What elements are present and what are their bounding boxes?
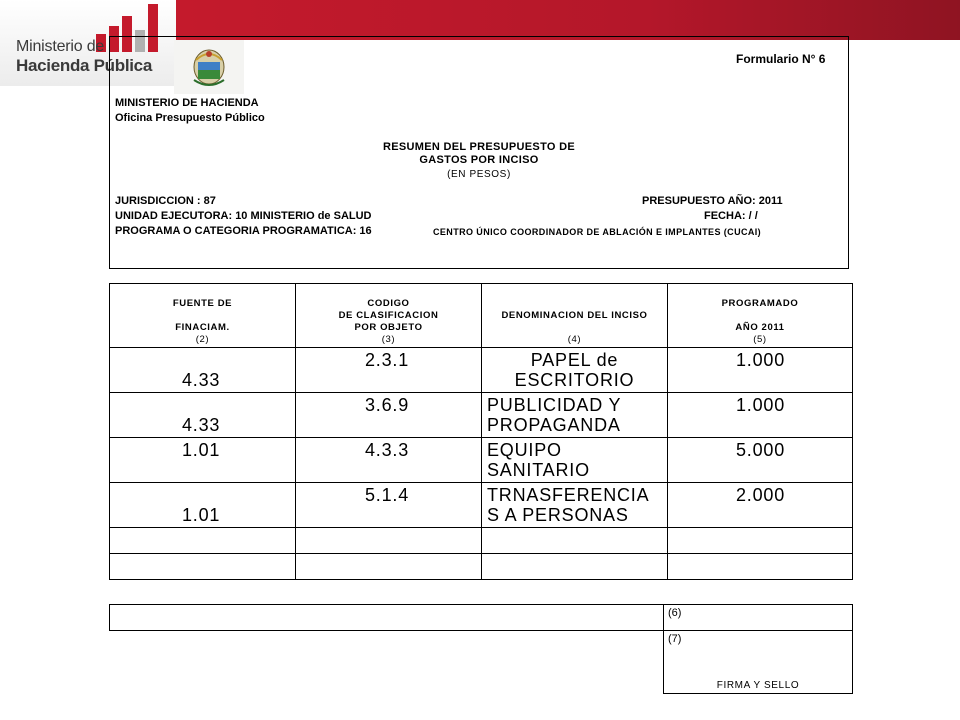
row-4-fuente-value: 1.01	[182, 505, 221, 525]
row-4-programado-value: 2.000	[736, 485, 786, 505]
table-row-3-fuente	[109, 437, 296, 483]
header-codigo-line1: CODIGO	[367, 298, 410, 309]
header-denominacion-line1: DENOMINACION DEL INCISO	[501, 310, 648, 321]
form-title-line3: (EN PESOS)	[447, 169, 511, 180]
header-codigo-line2: DE CLASIFICACION	[338, 310, 439, 321]
programa-label: PROGRAMA O CATEGORIA PROGRAMATICA: 16	[115, 225, 372, 237]
table-row-3-programado	[667, 437, 853, 483]
logo-text-line1: Ministerio de	[16, 38, 105, 55]
coat-of-arms-emblem	[174, 40, 244, 94]
row-4-codigo-value: 5.1.4	[365, 485, 410, 505]
table-row-1-denominacion	[481, 347, 668, 393]
row-1-codigo-value: 2.3.1	[365, 350, 410, 370]
row-3-codigo-value: 4.3.3	[365, 440, 410, 460]
row-1-denom-line1: PAPEL de	[530, 350, 619, 370]
row-4-denom-line2: S A PERSONAS	[487, 505, 629, 525]
fecha-field: FECHA: / /	[704, 210, 758, 222]
table-empty-cell	[667, 553, 853, 580]
unidad-ejecutora-field: UNIDAD EJECUTORA: 10 MINISTERIO de SALUD	[115, 210, 372, 222]
banner-red-strip	[176, 0, 960, 40]
table-row-4-fuente	[109, 482, 296, 528]
table-row-2-denominacion	[481, 392, 668, 438]
table-empty-cell	[481, 527, 668, 554]
total-cell-label: (6)	[668, 607, 682, 619]
header-programado	[667, 283, 853, 348]
header-codigo-line3: POR OBJETO	[354, 322, 423, 333]
form-title-line2: GASTOS POR INCISO	[419, 154, 539, 166]
table-row-2-codigo	[295, 392, 482, 438]
table-row-1-codigo	[295, 347, 482, 393]
table-row-4-codigo	[295, 482, 482, 528]
header-codigo-num: (3)	[381, 334, 396, 345]
form-title-line1: RESUMEN DEL PRESUPUESTO DE	[383, 141, 575, 153]
row-2-codigo-value: 3.6.9	[365, 395, 410, 415]
table-row-2-programado	[667, 392, 853, 438]
header-denominacion-num: (4)	[567, 334, 582, 345]
table-empty-cell	[667, 527, 853, 554]
form-header-box	[109, 36, 849, 269]
row-2-programado-value: 1.000	[736, 395, 786, 415]
table-empty-cell	[109, 553, 296, 580]
table-row-1-programado	[667, 347, 853, 393]
row-1-fuente-value: 4.33	[182, 370, 221, 390]
row-3-denom-line1: EQUIPO	[487, 440, 562, 460]
presupuesto-year-field: PRESUPUESTO AÑO: 2011	[642, 195, 783, 207]
programa-name: CENTRO ÚNICO COORDINADOR DE ABLACIÓN E IMPLANTES (CUCAI)	[433, 227, 762, 237]
header-programado-line1: PROGRAMADO	[721, 298, 799, 309]
signature-box-label: (7)	[668, 633, 682, 645]
jurisdiccion-field: JURISDICCION : 87	[115, 195, 216, 207]
row-1-denom-line2: ESCRITORIO	[514, 370, 635, 390]
table-empty-cell	[295, 527, 482, 554]
row-3-programado-value: 5.000	[736, 440, 786, 460]
total-cell	[663, 604, 853, 631]
signature-box	[663, 630, 853, 694]
header-fuente-line1: FUENTE DE	[172, 298, 233, 309]
header-fuente-line2: FINACIAM.	[175, 322, 230, 333]
row-2-denom-line1: PUBLICIDAD Y	[487, 395, 622, 415]
form-header-top-border	[110, 36, 848, 37]
row-1-programado-value: 1.000	[736, 350, 786, 370]
header-programado-line2: AÑO 2011	[735, 322, 785, 333]
header-fuente	[109, 283, 296, 348]
table-row-1-fuente	[109, 347, 296, 393]
ministry-name: MINISTERIO DE HACIENDA	[115, 97, 259, 109]
logo-text-line2: Hacienda Pública	[16, 56, 152, 75]
row-2-fuente-value: 4.33	[182, 415, 221, 435]
row-2-denom-line2: PROPAGANDA	[487, 415, 621, 435]
table-empty-cell	[295, 553, 482, 580]
office-name: Oficina Presupuesto Público	[115, 112, 265, 124]
table-empty-cell	[481, 553, 668, 580]
header-denominacion	[481, 283, 668, 348]
table-row-4-denominacion	[481, 482, 668, 528]
row-3-denom-line2: SANITARIO	[487, 460, 590, 480]
table-row-3-codigo	[295, 437, 482, 483]
total-row-blank	[109, 604, 664, 631]
header-codigo	[295, 283, 482, 348]
table-empty-cell	[109, 527, 296, 554]
row-4-denom-line1: TRNASFERENCIA	[487, 485, 650, 505]
coat-of-arms-icon	[174, 40, 244, 94]
table-row-4-programado	[667, 482, 853, 528]
table-row-2-fuente	[109, 392, 296, 438]
signature-caption: FIRMA Y SELLO	[716, 680, 800, 691]
table-row-3-denominacion	[481, 437, 668, 483]
form-number: Formulario N° 6	[736, 52, 826, 66]
row-3-fuente-value: 1.01	[182, 440, 221, 460]
header-fuente-num: (2)	[195, 334, 210, 345]
header-programado-num: (5)	[753, 334, 767, 345]
